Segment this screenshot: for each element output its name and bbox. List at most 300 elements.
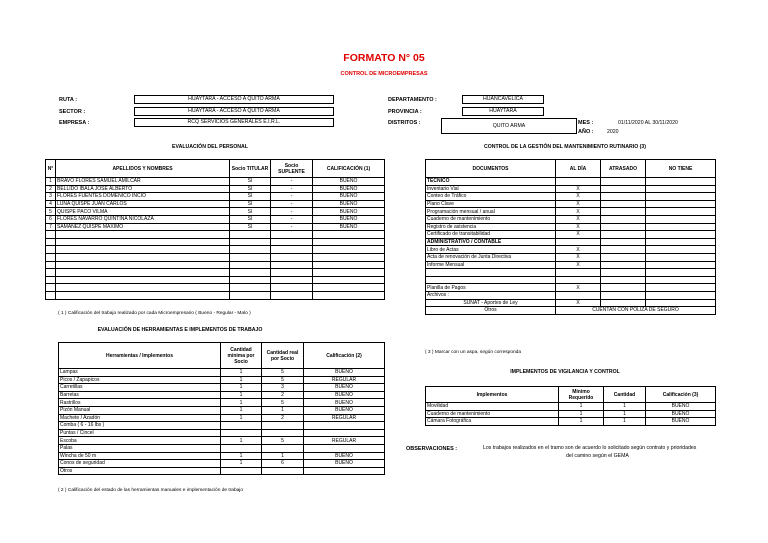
table-cell [56, 269, 230, 277]
al-dia-cell: X [556, 223, 601, 231]
document-cell: Conteo de Tráfico [426, 193, 556, 201]
document-cell: Cuaderno de mantenimiento [426, 215, 556, 223]
col-header: N° [46, 160, 56, 178]
document-cell [426, 269, 556, 277]
anio-value: 2020 [607, 129, 619, 135]
table-cell [56, 238, 230, 246]
table-cell [262, 429, 304, 437]
table-cell [46, 261, 56, 269]
table-cell: - [271, 200, 313, 208]
atrasado-cell [601, 208, 646, 216]
table-row [46, 178, 385, 186]
table-cell: Movilidad [426, 403, 559, 411]
table-cell: 1 [221, 460, 262, 468]
table-row [426, 215, 716, 223]
empresa-field: RCQ SERVICIOS GENERALES E.I.R.L. [134, 118, 334, 127]
no-tiene-cell [646, 193, 716, 201]
table-cell [262, 467, 304, 475]
table-cell: 5 [262, 369, 304, 377]
provincia-label: PROVINCIA : [388, 109, 422, 115]
col-header: DOCUMENTOS [426, 160, 556, 178]
table-cell [56, 253, 230, 261]
sunat-al-dia: X [556, 299, 601, 307]
table-cell: 1 [221, 376, 262, 384]
table-row [59, 437, 385, 445]
table-cell: SI [230, 200, 271, 208]
table-cell [56, 291, 230, 299]
table-cell: Cuaderno de mantenimiento [426, 410, 559, 418]
table-cell: 1 [604, 410, 646, 418]
document-cell: Programación mensual / anual [426, 208, 556, 216]
table-cell [262, 444, 304, 452]
atrasado-cell [601, 246, 646, 254]
atrasado-cell [601, 193, 646, 201]
table-row [426, 208, 716, 216]
table-cell [304, 422, 385, 430]
mes-label: MES : [578, 120, 594, 126]
table-row [59, 422, 385, 430]
otros-label: Otros [426, 307, 556, 315]
table-cell: Picos / Zapapicos [59, 376, 221, 384]
table-row [426, 238, 716, 246]
table-row [46, 253, 385, 261]
observaciones-label: OBSERVACIONES : [406, 446, 458, 452]
table-cell: 1 [221, 399, 262, 407]
no-tiene-cell [646, 231, 716, 239]
table-row [46, 185, 385, 193]
table-cell: BUENO [646, 403, 716, 411]
mes-value: 01/11/2020 AL 30/11/2020 [618, 120, 678, 126]
table-row [426, 261, 716, 269]
no-tiene-cell [646, 246, 716, 254]
document-cell: Inventario Vial [426, 185, 556, 193]
table-cell: 3 [262, 384, 304, 392]
al-dia-cell: X [556, 200, 601, 208]
table-cell: 3 [46, 193, 56, 201]
atrasado-cell [601, 185, 646, 193]
personal-title: EVALUACIÓN DEL PERSONAL [172, 144, 248, 150]
table-cell: Conos de seguridad [59, 460, 221, 468]
col-header: Socio SUPLENTE [271, 160, 313, 178]
table-cell: 1 [221, 391, 262, 399]
al-dia-cell: X [556, 253, 601, 261]
table-cell: 1 [221, 452, 262, 460]
no-tiene-cell [646, 178, 716, 186]
al-dia-cell [556, 269, 601, 277]
atrasado-cell [601, 200, 646, 208]
table-row [59, 399, 385, 407]
document-cell: Certificado de transitabilidad [426, 231, 556, 239]
table-row [426, 418, 716, 426]
table-row [59, 444, 385, 452]
table-row [426, 410, 716, 418]
table-row [46, 276, 385, 284]
table-row [426, 403, 716, 411]
table-cell [230, 276, 271, 284]
al-dia-cell: X [556, 231, 601, 239]
table-cell [46, 284, 56, 292]
table-cell [230, 231, 271, 239]
table-cell: 5 [46, 208, 56, 216]
no-tiene-cell [646, 261, 716, 269]
ruta-label: RUTA : [59, 97, 78, 103]
table-row [426, 193, 716, 201]
table-cell [230, 284, 271, 292]
table-cell: 1 [221, 384, 262, 392]
table-row [59, 369, 385, 377]
table-row [59, 406, 385, 414]
table-cell: SI [230, 178, 271, 186]
col-header: Cantidad real por Socio [262, 343, 304, 369]
table-cell: 5 [262, 399, 304, 407]
table-cell: 1 [221, 369, 262, 377]
table-cell: 7 [46, 223, 56, 231]
table-cell: 1 [559, 403, 604, 411]
col-header: Socio TITULAR [230, 160, 271, 178]
col-header: ATRASADO [601, 160, 646, 178]
table-cell [313, 291, 385, 299]
table-cell: 1 [559, 418, 604, 426]
table-cell: BELLIDO IBALA JOSE ALBERTO [56, 185, 230, 193]
table-cell: 6 [46, 215, 56, 223]
table-cell [601, 299, 646, 307]
table-cell: 2 [262, 391, 304, 399]
table-row [426, 276, 716, 284]
personal-table [45, 159, 385, 300]
table-cell: BRAVO FLORES SAMUEL AMILCAR [56, 178, 230, 186]
table-cell: 1 [221, 437, 262, 445]
table-cell: Puntas / Cincel [59, 429, 221, 437]
atrasado-cell [601, 284, 646, 292]
observaciones-line2: del camino según el GEMA [566, 453, 629, 459]
empresa-label: EMPRESA : [59, 120, 90, 126]
table-row [46, 208, 385, 216]
table-cell: 1 [46, 178, 56, 186]
table-cell [56, 284, 230, 292]
table-cell: 1 [559, 410, 604, 418]
table-cell [46, 238, 56, 246]
table-cell [56, 246, 230, 254]
table-cell [46, 231, 56, 239]
table-cell: BUENO [313, 208, 385, 216]
atrasado-cell [601, 223, 646, 231]
table-cell: 1 [262, 452, 304, 460]
table-cell: Pizón Manual [59, 406, 221, 414]
no-tiene-cell [646, 269, 716, 277]
table-cell: 5 [262, 437, 304, 445]
table-row [59, 452, 385, 460]
table-cell [313, 276, 385, 284]
departamento-field: HUANCAVELICA [462, 95, 544, 104]
departamento-label: DEPARTAMENTO : [388, 97, 437, 103]
no-tiene-cell [646, 215, 716, 223]
table-cell: REGULAR [304, 376, 385, 384]
table-cell [313, 238, 385, 246]
table-cell: Comba ( 6 - 16 lbs ) [59, 422, 221, 430]
table-cell: SI [230, 193, 271, 201]
al-dia-cell: X [556, 246, 601, 254]
document-cell: TÉCNICO [426, 178, 556, 186]
atrasado-cell [601, 291, 646, 299]
table-cell [230, 291, 271, 299]
table-cell [262, 422, 304, 430]
table-cell [271, 261, 313, 269]
al-dia-cell: X [556, 215, 601, 223]
table-cell [271, 276, 313, 284]
table-cell: REGULAR [304, 437, 385, 445]
sunat-label: SUNAT - Aportes de Ley [426, 299, 556, 307]
table-cell: BUENO [304, 391, 385, 399]
table-cell [271, 231, 313, 239]
table-row [46, 246, 385, 254]
provincia-field: HUAYTARA [462, 107, 544, 116]
table-cell [56, 261, 230, 269]
table-cell: 1 [604, 418, 646, 426]
al-dia-cell [556, 238, 601, 246]
table-cell [271, 238, 313, 246]
table-cell: BUENO [304, 460, 385, 468]
table-cell [313, 231, 385, 239]
col-header: CALIFICACIÓN (1) [313, 160, 385, 178]
table-cell [271, 246, 313, 254]
table-row [59, 384, 385, 392]
herramientas-note: ( 2 ) Calificación del estado de las herramientas manuales e implementación de trabajo [58, 488, 244, 493]
table-cell: Barretas [59, 391, 221, 399]
table-cell [221, 429, 262, 437]
document-cell: Plano Clave [426, 200, 556, 208]
no-tiene-cell [646, 253, 716, 261]
table-cell [221, 422, 262, 430]
mantenimiento-note: ( 3 ) Marcar con un aspa, según corresponda [425, 350, 521, 355]
personal-note: ( 1 ) Calificación del trabajo realizado por cada Microempresario ( Bueno - Regular - Malo ) [58, 311, 251, 316]
atrasado-cell [601, 261, 646, 269]
table-row [426, 178, 716, 186]
al-dia-cell: X [556, 208, 601, 216]
col-header: Herramientas / Implementos [59, 343, 221, 369]
table-cell: BUENO [646, 418, 716, 426]
document-cell: Acta de renovación de Junta Directiva [426, 253, 556, 261]
table-cell [304, 429, 385, 437]
anio-label: AÑO : [578, 129, 594, 135]
table-cell: 5 [262, 376, 304, 384]
table-cell: - [271, 193, 313, 201]
no-tiene-cell [646, 284, 716, 292]
table-cell: BUENO [304, 369, 385, 377]
table-cell: Carretillas [59, 384, 221, 392]
mantenimiento-table [425, 159, 716, 315]
table-row [426, 200, 716, 208]
table-cell: Escoba [59, 437, 221, 445]
table-row [426, 223, 716, 231]
table-row [46, 238, 385, 246]
atrasado-cell [601, 253, 646, 261]
table-cell [313, 284, 385, 292]
table-cell: SI [230, 215, 271, 223]
table-cell [230, 269, 271, 277]
no-tiene-cell [646, 185, 716, 193]
document-cell: Libro de Actas [426, 246, 556, 254]
sector-field: HUAYTARA - ACCESO A QUITO ARMA [134, 107, 334, 116]
table-cell [56, 276, 230, 284]
al-dia-cell: X [556, 261, 601, 269]
table-row [46, 215, 385, 223]
table-row [426, 185, 716, 193]
table-cell [230, 238, 271, 246]
col-header: NO TIENE [646, 160, 716, 178]
table-cell: - [271, 185, 313, 193]
table-cell: 1 [604, 403, 646, 411]
table-row [59, 376, 385, 384]
col-header: Mínimo Requerido [559, 387, 604, 403]
table-row [59, 467, 385, 475]
herramientas-table [58, 342, 385, 475]
table-cell: Wincha de 50 m [59, 452, 221, 460]
table-cell [271, 253, 313, 261]
table-cell: SI [230, 223, 271, 231]
table-cell [46, 269, 56, 277]
document-cell [426, 276, 556, 284]
table-cell: - [271, 215, 313, 223]
al-dia-cell [556, 178, 601, 186]
document-cell: Archivos : [426, 291, 556, 299]
table-cell: BUENO [304, 452, 385, 460]
table-cell: 2 [46, 185, 56, 193]
table-cell [304, 467, 385, 475]
table-row [46, 193, 385, 201]
table-cell [221, 467, 262, 475]
otros-value: CUENTAN CON POLIZA DE SEGURO [556, 307, 716, 315]
table-cell: BUENO [304, 406, 385, 414]
table-cell: BUENO [313, 200, 385, 208]
table-cell [46, 246, 56, 254]
page-title: FORMATO N° 05 [343, 52, 425, 64]
table-cell [313, 246, 385, 254]
table-row [46, 231, 385, 239]
table-cell [46, 253, 56, 261]
distritos-field: QUITO ARMA [441, 118, 577, 134]
no-tiene-cell [646, 291, 716, 299]
table-cell [271, 291, 313, 299]
table-cell: BUENO [313, 178, 385, 186]
table-row [46, 284, 385, 292]
table-row [46, 291, 385, 299]
ruta-field: HUAYTARA - ACCESO A QUITO ARMA [134, 95, 334, 104]
vigilancia-table [425, 386, 716, 426]
al-dia-cell: X [556, 193, 601, 201]
table-cell [46, 276, 56, 284]
no-tiene-cell [646, 223, 716, 231]
table-row [426, 253, 716, 261]
table-cell [646, 299, 716, 307]
table-cell [230, 253, 271, 261]
table-cell: SAMANEZ QUISPE MAXIMO [56, 223, 230, 231]
herramientas-title: EVALUACIÓN DE HERRAMIENTAS E IMPLEMENTOS DE TRABAJO [97, 327, 263, 333]
table-cell: BUENO [313, 223, 385, 231]
table-row [59, 414, 385, 422]
document-cell: Planilla de Pagos [426, 284, 556, 292]
table-cell: BUENO [646, 410, 716, 418]
table-cell [313, 253, 385, 261]
table-cell: 1 [221, 406, 262, 414]
table-row [59, 429, 385, 437]
table-cell: SI [230, 208, 271, 216]
table-cell: - [271, 178, 313, 186]
al-dia-cell [556, 291, 601, 299]
no-tiene-cell [646, 238, 716, 246]
table-cell: 4 [46, 200, 56, 208]
col-header: Calificación (2) [304, 343, 385, 369]
al-dia-cell: X [556, 284, 601, 292]
table-cell: Cámara Fotográfica [426, 418, 559, 426]
observaciones-line1: Los trabajos realizados en el tramo son de acuerdo lo solicitado según contrato y prioridades [483, 445, 697, 451]
table-row [426, 269, 716, 277]
table-cell [304, 444, 385, 452]
col-header: Calificación (3) [646, 387, 716, 403]
table-cell: Palas [59, 444, 221, 452]
table-cell: Otros [59, 467, 221, 475]
table-cell [221, 444, 262, 452]
vigilancia-title: IMPLEMENTOS DE VIGILANCIA Y CONTROL [510, 369, 620, 375]
table-row [426, 291, 716, 299]
table-cell [313, 269, 385, 277]
table-row [426, 231, 716, 239]
table-cell: BUENO [304, 384, 385, 392]
table-row [426, 284, 716, 292]
table-cell: - [271, 208, 313, 216]
sector-label: SECTOR : [59, 109, 86, 115]
table-row [46, 223, 385, 231]
col-header: Cantidad mínima por Socio [221, 343, 262, 369]
table-cell: 6 [262, 460, 304, 468]
document-cell: Registro de asistencia [426, 223, 556, 231]
table-row [59, 460, 385, 468]
atrasado-cell [601, 238, 646, 246]
table-cell [271, 269, 313, 277]
table-row [46, 200, 385, 208]
table-cell: BUENO [313, 215, 385, 223]
table-cell: Rastrillos [59, 399, 221, 407]
table-cell [271, 284, 313, 292]
atrasado-cell [601, 215, 646, 223]
col-header: APELLIDOS Y NOMBRES [56, 160, 230, 178]
no-tiene-cell [646, 208, 716, 216]
table-row [46, 261, 385, 269]
atrasado-cell [601, 269, 646, 277]
al-dia-cell [556, 276, 601, 284]
table-cell: BUENO [313, 185, 385, 193]
no-tiene-cell [646, 276, 716, 284]
mantenimiento-title: CONTROL DE LA GESTIÓN DEL MANTENIMIENTO RUTINARIO (3) [483, 144, 647, 150]
col-header: Cantidad [604, 387, 646, 403]
col-header: AL DÍA [556, 160, 601, 178]
col-header: Implementos [426, 387, 559, 403]
table-cell: - [271, 223, 313, 231]
table-cell [56, 231, 230, 239]
table-cell: FLORES FUENTES DOMENICO INCIO [56, 193, 230, 201]
table-cell: SI [230, 185, 271, 193]
table-cell [313, 261, 385, 269]
table-cell: QUISPE PACO VILMA [56, 208, 230, 216]
table-cell: Lampas [59, 369, 221, 377]
table-cell: 1 [221, 414, 262, 422]
table-cell: LUNA QUISPE JUAN CARLOS [56, 200, 230, 208]
page-subtitle: CONTROL DE MICROEMPRESAS [340, 71, 428, 77]
document-cell: Informe Mensual [426, 261, 556, 269]
atrasado-cell [601, 178, 646, 186]
table-cell: REGULAR [304, 414, 385, 422]
table-cell [230, 246, 271, 254]
no-tiene-cell [646, 200, 716, 208]
